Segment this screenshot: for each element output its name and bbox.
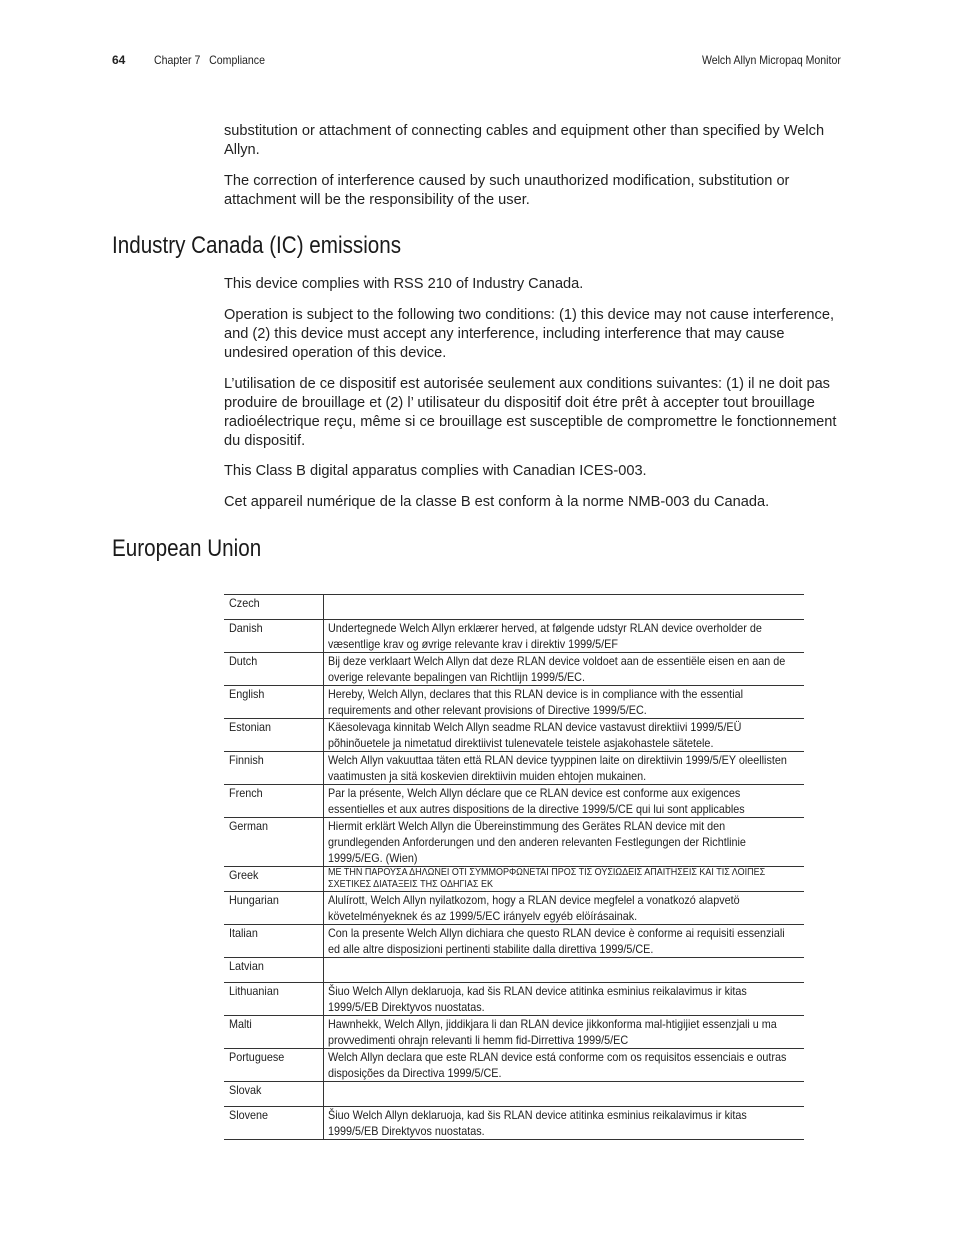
- section-heading-ic: Industry Canada (IC) emissions: [112, 232, 402, 259]
- language-cell: Finnish: [224, 752, 324, 785]
- product-title: Welch Allyn Micropaq Monitor: [702, 53, 841, 67]
- table-row: [224, 1016, 804, 1049]
- table-row: [224, 925, 804, 958]
- table-row: [224, 686, 804, 719]
- table-row: [224, 653, 804, 686]
- language-cell: Malti: [224, 1016, 324, 1049]
- table-row: [224, 892, 804, 925]
- table-row: [224, 1107, 804, 1140]
- ic-paragraph-french: Cet appareil numérique de la classe B est conform à la norme NMB-003 du Canada.: [224, 494, 770, 510]
- language-cell: Lithuanian: [224, 983, 324, 1016]
- table-row: [224, 983, 804, 1016]
- declaration-cell: [324, 1082, 805, 1107]
- language-cell: Latvian: [224, 958, 324, 983]
- chapter-label: Chapter 7 Compliance: [154, 53, 265, 67]
- declaration-cell: Šiuo Welch Allyn deklaruoja, kad šis RLAN device atitinka esminius reikalavimus ir kitas 1999/5/EB Direktyvos nuostatas.: [324, 1107, 805, 1140]
- declaration-cell: Welch Allyn vakuuttaa täten että RLAN device tyyppinen laite on direktiivin 1999/5/EY oleellisten vaatimusten ja sitä koskevien direktiivin muiden ehtojen mukainen.: [324, 752, 805, 785]
- language-cell: English: [224, 686, 324, 719]
- ic-paragraph: Operation is subject to the following two conditions: (1) this device may not cause interference, and (2) this device must accept any interference, including interference that may cause undesired operation of this device.: [224, 307, 835, 361]
- table-row: [224, 1082, 804, 1107]
- declaration-cell: Hereby, Welch Allyn, declares that this RLAN device is in compliance with the essential requirements and other relevant provisions of Directive 1999/5/EC.: [324, 686, 805, 719]
- table-row: [224, 752, 804, 785]
- declaration-cell: Alulírott, Welch Allyn nyilatkozom, hogy a RLAN device megfelel a vonatkozó alapvetö követelményeknek és az 1999/5/EC irányelv egyéb elöírásainak.: [324, 892, 805, 925]
- intro-paragraph: The correction of interference caused by such unauthorized modification, substitution or attachment will be the responsibility of the user.: [224, 173, 790, 208]
- declaration-cell: Con la presente Welch Allyn dichiara che questo RLAN device è conforme ai requisiti essenziali ed alle altre disposizioni pertinenti stabilite dalla direttiva 1999/5/CE.: [324, 925, 805, 958]
- declaration-cell: [324, 595, 805, 620]
- table-row: [224, 620, 804, 653]
- language-cell: French: [224, 785, 324, 818]
- language-cell: Dutch: [224, 653, 324, 686]
- ic-paragraph-french: L’utilisation de ce dispositif est autorisée seulement aux conditions suivantes: (1) il ne doit pas produire de brouillage et (2) l’ utilisateur du dispositif doit étre prêt à accepter tout brouillage radioélectrique reçu, même si ce brouillage est susceptible de compromettre le fonctionnement du dispositif.: [224, 376, 837, 449]
- language-cell: Estonian: [224, 719, 324, 752]
- page-number: 64: [112, 53, 126, 67]
- language-cell: Danish: [224, 620, 324, 653]
- ic-paragraph: This device complies with RSS 210 of Industry Canada.: [224, 276, 584, 292]
- eu-declaration-table: [224, 594, 804, 1140]
- table-row: [224, 719, 804, 752]
- declaration-cell: [324, 958, 805, 983]
- table-row: [224, 958, 804, 983]
- declaration-cell: Hawnhekk, Welch Allyn, jiddikjara li dan RLAN device jikkonforma mal-htigijiet essenzjali u ma provvedimenti ohrajn relevanti li hemm fid-Dirrettiva 1999/5/EC: [324, 1016, 805, 1049]
- declaration-cell: Welch Allyn declara que este RLAN device está conforme com os requisitos essenciais e outras disposições da Directiva 1999/5/CE.: [324, 1049, 805, 1082]
- table-row: [224, 867, 804, 892]
- declaration-cell: Par la présente, Welch Allyn déclare que ce RLAN device est conforme aux exigences essentielles et aux autres dispositions de la directive 1999/5/CE qui lui sont applicables: [324, 785, 805, 818]
- intro-paragraph: substitution or attachment of connecting cables and equipment other than specified by Welch Allyn.: [224, 123, 825, 158]
- declaration-cell: Hiermit erklärt Welch Allyn die Übereinstimmung des Gerätes RLAN device mit den grundlegenden Anforderungen und den anderen relevanten Festlegungen der Richtlinie 1999/5/EG. (Wien): [324, 818, 805, 867]
- language-cell: Czech: [224, 595, 324, 620]
- table-row: [224, 785, 804, 818]
- language-cell: German: [224, 818, 324, 867]
- language-cell: Slovene: [224, 1107, 324, 1140]
- declaration-cell: Käesolevaga kinnitab Welch Allyn seadme RLAN device vastavust direktiivi 1999/5/EÜ põhinõuetele ja nimetatud direktiivist tulenevatele teistele asjakohastele sätetele.: [324, 719, 805, 752]
- declaration-cell: ΜΕ ΤΗΝ ΠΑΡΟΥΣΑ ΔΗΛΩΝΕΙ ΟΤΙ ΣΥΜΜΟΡΦΩΝΕΤΑΙ ΠΡΟΣ ΤΙΣ ΟΥΣΙΩΔΕΙΣ ΑΠΑΙΤΗΣΕΙΣ ΚΑΙ ΤΙΣ ΛΟΙΠΕΣ ΣΧΕΤΙΚΕΣ ΔΙΑΤΑΞΕΙΣ ΤΗΣ ΟΔΗΓΙΑΣ ΕΚ: [324, 867, 805, 892]
- declaration-cell: Undertegnede Welch Allyn erklærer herved, at følgende udstyr RLAN device overholder de væsentlige krav og øvrige relevante krav i direktiv 1999/5/EF: [324, 620, 805, 653]
- ic-paragraph: This Class B digital apparatus complies with Canadian ICES-003.: [224, 463, 647, 479]
- declaration-cell: Bij deze verklaart Welch Allyn dat deze RLAN device voldoet aan de essentiële eisen en aan de overige relevante bepalingen van Richtlijn 1999/5/EC.: [324, 653, 805, 686]
- language-cell: Italian: [224, 925, 324, 958]
- section-heading-eu: European Union: [112, 535, 262, 562]
- language-cell: Portuguese: [224, 1049, 324, 1082]
- declaration-cell: Šiuo Welch Allyn deklaruoja, kad šis RLAN device atitinka esminius reikalavimus ir kitas 1999/5/EB Direktyvos nuostatas.: [324, 983, 805, 1016]
- table-row: [224, 1049, 804, 1082]
- language-cell: Slovak: [224, 1082, 324, 1107]
- language-cell: Hungarian: [224, 892, 324, 925]
- table-row: [224, 818, 804, 867]
- table-row: [224, 595, 804, 620]
- language-cell: Greek: [224, 867, 324, 892]
